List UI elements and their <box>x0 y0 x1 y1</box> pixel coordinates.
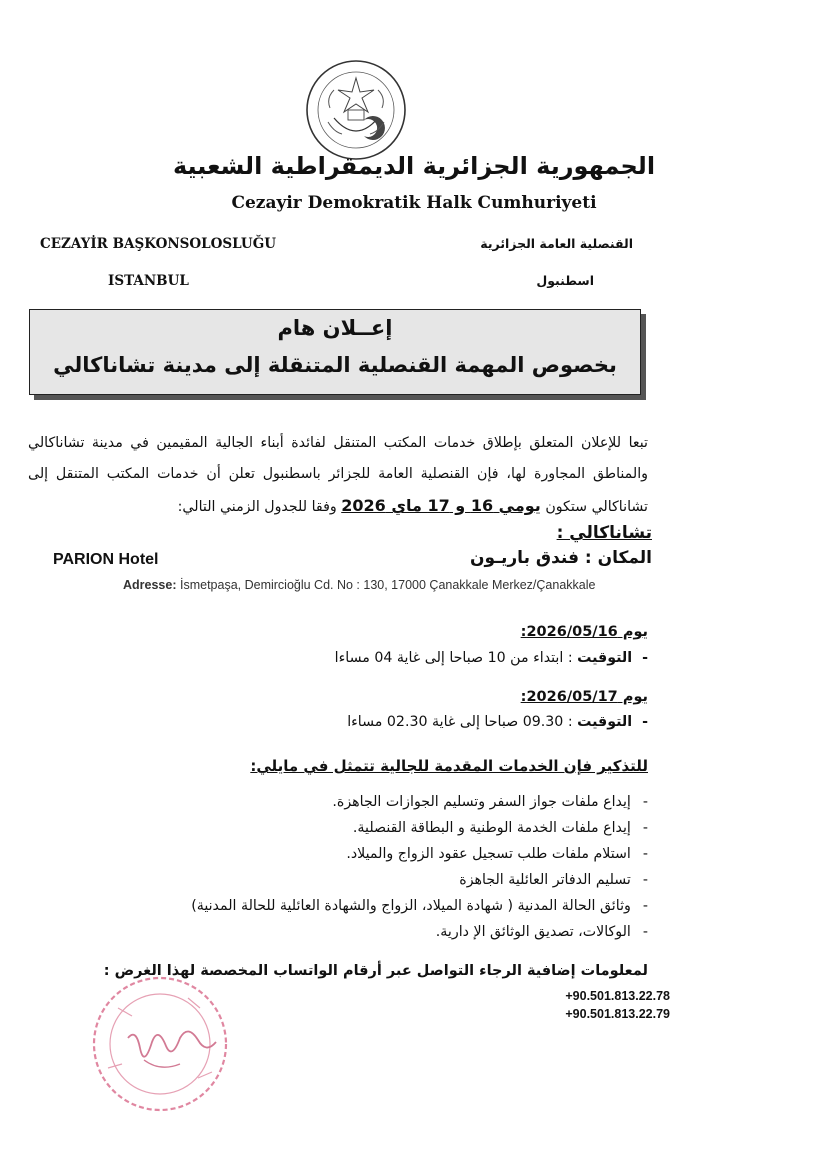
day-2-label: يوم 2026/05/17: <box>520 689 648 705</box>
intro-paragraph <box>28 428 648 523</box>
service-item: - تسليم الدفاتر العائلية الجاهزة <box>459 872 648 888</box>
emblem-seal-icon <box>304 58 408 162</box>
city-name-turkish: ISTANBUL <box>108 273 189 289</box>
country-title-turkish: Cezayir Demokratik Halk Cumhuriyeti <box>231 193 597 213</box>
notice-subtitle: بخصوص المهمة القنصلية المتنقلة إلى مدينة تشاناكالي <box>53 353 617 377</box>
location-place <box>470 548 652 568</box>
address-text: İsmetpaşa, Demircioğlu Cd. No : 130, 17000 Çanakkale Merkez/Çanakkale <box>179 578 596 592</box>
hotel-address <box>123 578 595 592</box>
consulate-stamp-icon <box>88 968 238 1123</box>
hotel-name: PARION Hotel <box>53 551 159 568</box>
bullet-dash: - <box>642 714 648 730</box>
country-title-arabic: الجمهورية الجزائرية الديمقراطية الشعبية <box>172 152 656 180</box>
day-1-label: يوم 2026/05/16: <box>520 624 648 640</box>
place-label: المكان : <box>584 548 652 568</box>
intro-dates: يومي 16 و 17 ماي 2026 <box>341 496 541 515</box>
notice-title: إعــلان هام <box>277 316 393 340</box>
time-value: : ابتداء من 10 صباحا إلى غاية 04 مساءا <box>334 650 573 666</box>
bullet-dash: - <box>642 650 648 666</box>
consulate-name-arabic: القنصلية العامة الجزائرية <box>480 236 633 251</box>
city-name-arabic: اسطنبول <box>536 273 594 288</box>
services-title: للتذكير فإن الخدمات المقدمة للجالية تتمثل في مايلي: <box>250 757 648 775</box>
day-1-time <box>335 650 648 666</box>
phone-number-1[interactable]: +90.501.813.22.78 <box>565 989 670 1003</box>
time-label: التوقيت <box>577 714 633 730</box>
intro-text: تبعا للإعلان المتعلق بإطلاق خدمات المكتب المتنقل لفائدة أبناء الجالية المقيمين في مدينة تشاناكالي والمناطق المجاورة لها، فإن القنصلية العامة للجزائر باسطنبول تعلن أن خدمات المكتب المتنقل إلى تشاناكالي ستكون <box>28 435 648 515</box>
time-value: : 09.30 صباحا إلى غاية 02.30 مساءا <box>347 714 573 730</box>
phone-number-2[interactable]: +90.501.813.22.79 <box>565 1007 670 1021</box>
service-item: - إيداع ملفات الخدمة الوطنية و البطاقة القنصلية. <box>352 820 648 836</box>
location-city-title: تشاناكالي : <box>556 523 652 543</box>
consulate-name-turkish: CEZAYİR BAŞKONSOLOSLUĞU <box>40 236 277 252</box>
address-label: Adresse: <box>123 578 177 592</box>
day-2-time <box>347 714 648 730</box>
place-name-arabic: فندق باريـون <box>470 548 579 568</box>
service-item: - وثائق الحالة المدنية ( شهادة الميلاد، الزواج والشهادة العائلية للحالة المدنية) <box>191 898 648 914</box>
contact-text: لمعلومات إضافية الرجاء التواصل عبر أرقام الواتساب المخصصة لهذا الغرض : <box>103 963 648 979</box>
service-item: - استلام ملفات طلب تسجيل عقود الزواج والميلاد. <box>346 846 648 862</box>
notice-banner <box>29 309 641 395</box>
service-item: - إيداع ملفات جواز السفر وتسليم الجوازات الجاهزة. <box>332 794 648 810</box>
service-item: - الوكالات، تصديق الوثائق الإ دارية. <box>435 924 648 940</box>
intro-tail: وفقا للجدول الزمني التالي: <box>177 499 337 515</box>
time-label: التوقيت <box>577 650 633 666</box>
